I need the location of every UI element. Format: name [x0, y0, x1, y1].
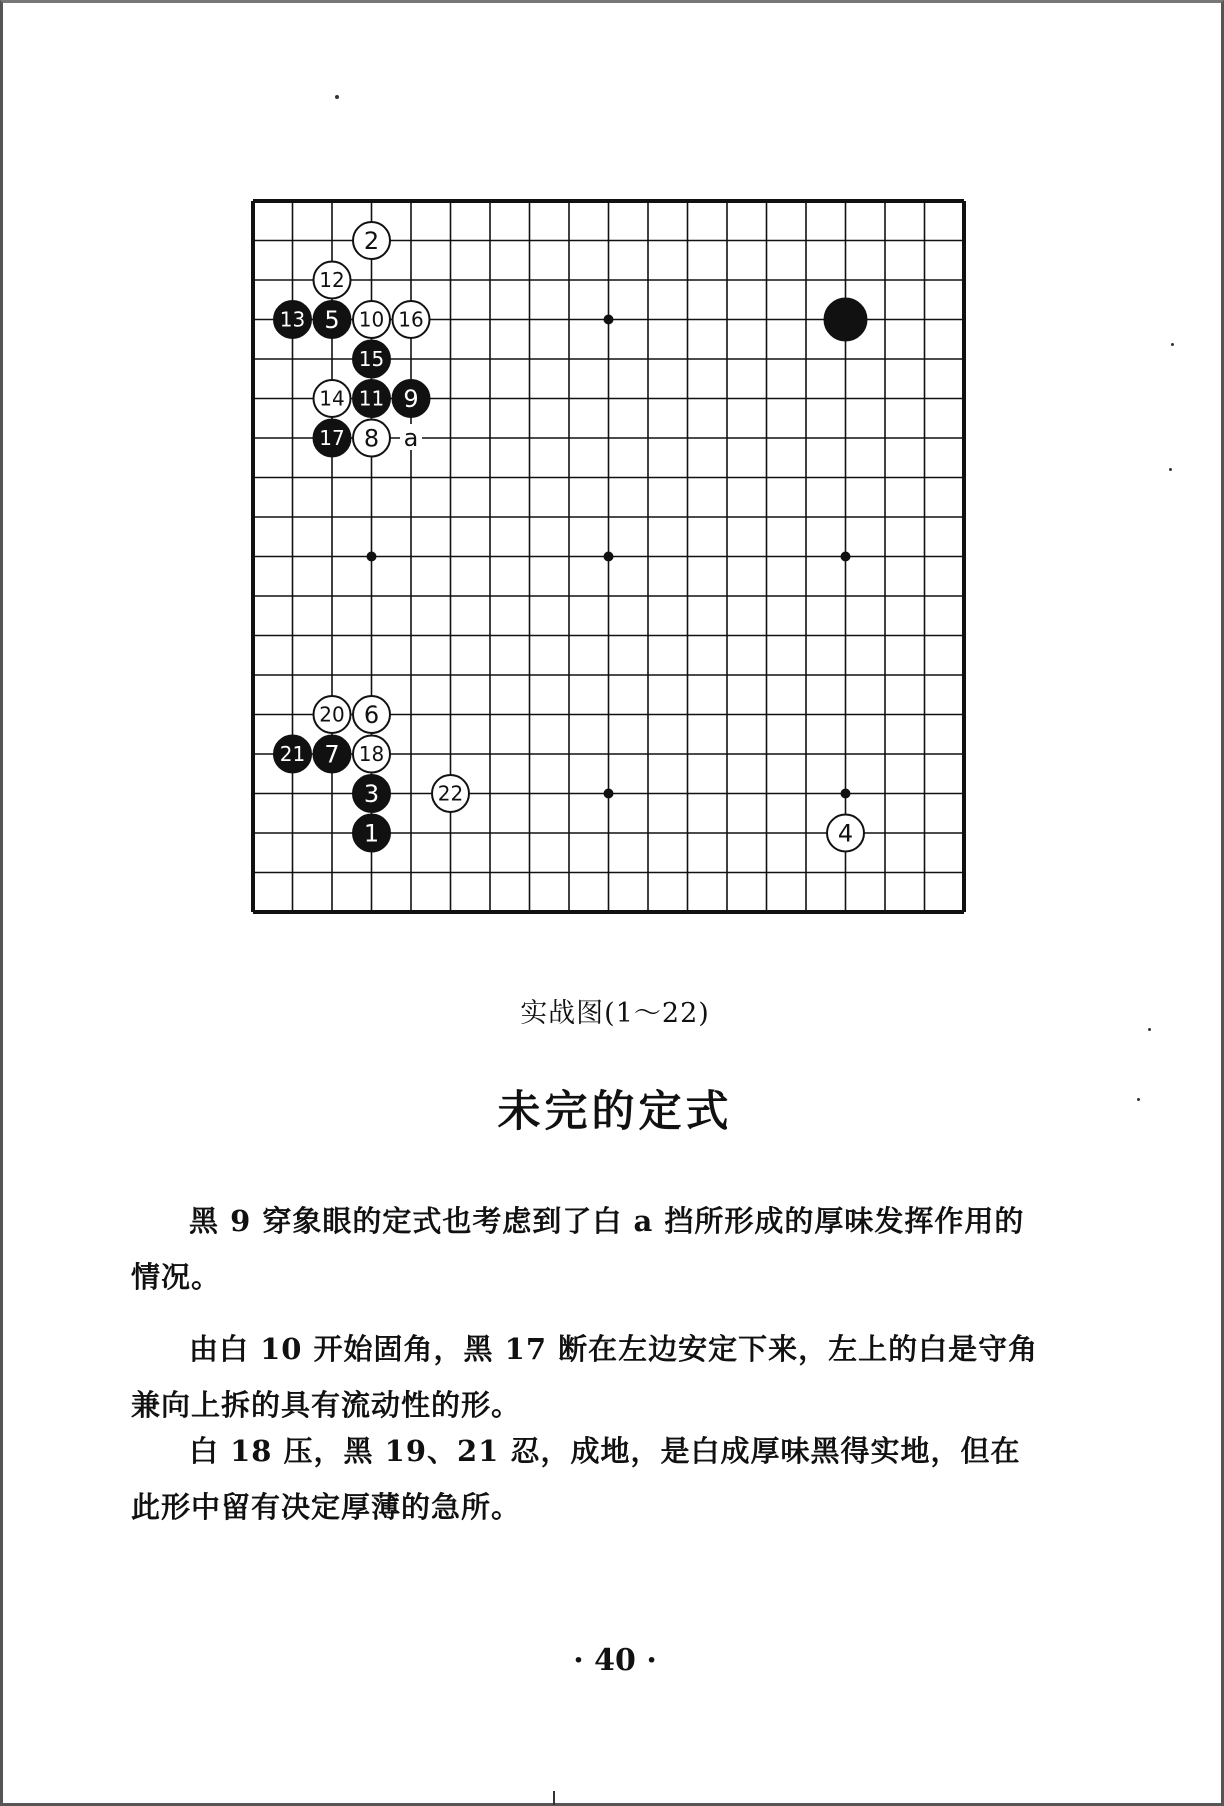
white-stone — [353, 301, 390, 338]
star-point — [841, 552, 851, 562]
star-point — [841, 789, 851, 799]
move-number: 14 — [319, 386, 345, 411]
diagram-caption: 实战图(1～22) — [520, 998, 710, 1029]
black-stone — [314, 736, 351, 773]
white-stone — [353, 696, 390, 733]
white-stone — [353, 420, 390, 457]
go-board-diagram — [241, 193, 981, 953]
black-stone — [314, 301, 351, 338]
white-stone — [827, 815, 864, 852]
black-stone — [393, 380, 430, 417]
move-number: 21 — [279, 742, 306, 767]
move-number: 16 — [398, 307, 424, 332]
star-point — [604, 789, 614, 799]
scan-speck — [1137, 1098, 1140, 1101]
star-point — [604, 552, 614, 562]
white-stone — [314, 262, 351, 299]
white-stone — [353, 222, 390, 259]
move-number: 12 — [319, 268, 345, 293]
paragraph-2: 由白 10 开始固角，黑 17 断在左边安定下来，左上的白是守角兼向上拆的具有流动性的形。 — [131, 1332, 1039, 1422]
black-stone — [274, 736, 311, 773]
scan-speck — [1148, 1028, 1151, 1031]
white-stone — [432, 775, 469, 812]
scan-speck — [553, 1791, 555, 1805]
black-stone — [353, 775, 390, 812]
point-label: a — [403, 424, 419, 452]
black-stone — [274, 301, 311, 338]
move-number: 13 — [279, 307, 306, 332]
move-number: 3 — [363, 780, 380, 809]
move-number: 9 — [403, 385, 419, 414]
move-number: 5 — [324, 306, 340, 335]
page-number: · 40 · — [573, 1643, 657, 1678]
scan-speck — [1171, 343, 1174, 346]
move-number: 4 — [837, 819, 854, 848]
star-point — [367, 552, 377, 562]
move-number: 17 — [319, 426, 345, 451]
black-stone — [353, 815, 390, 852]
white-stone — [353, 736, 390, 773]
scan-speck — [1169, 468, 1172, 471]
move-number: 20 — [319, 702, 345, 727]
section-heading: 未完的定式 — [497, 1087, 733, 1137]
black-stone — [353, 380, 390, 417]
white-stone — [314, 696, 351, 733]
star-point — [604, 315, 614, 325]
black-stone — [825, 299, 867, 341]
scan-speck — [335, 95, 339, 99]
move-number: 2 — [363, 227, 380, 256]
move-number: 7 — [324, 740, 340, 769]
stones — [274, 222, 867, 852]
move-number: 11 — [358, 386, 385, 411]
move-number: 10 — [358, 307, 385, 332]
move-number: 1 — [363, 819, 380, 848]
black-stone — [353, 341, 390, 378]
white-stone — [393, 301, 430, 338]
paragraph-3: 白 18 压，黑 19、21 忍，成地，是白成厚味黑得实地，但在此形中留有决定厚薄的急所。 — [131, 1434, 1021, 1524]
paragraph-1: 黑 9 穿象眼的定式也考虑到了白 a 挡所形成的厚味发挥作用的情况。 — [131, 1204, 1025, 1294]
black-stone — [314, 420, 351, 457]
move-number: 8 — [363, 424, 380, 453]
white-stone — [314, 380, 351, 417]
board-marks — [400, 424, 422, 452]
move-number: 6 — [363, 701, 380, 730]
move-number: 15 — [358, 347, 385, 372]
move-number: 22 — [437, 781, 464, 806]
move-number: 18 — [358, 742, 385, 767]
